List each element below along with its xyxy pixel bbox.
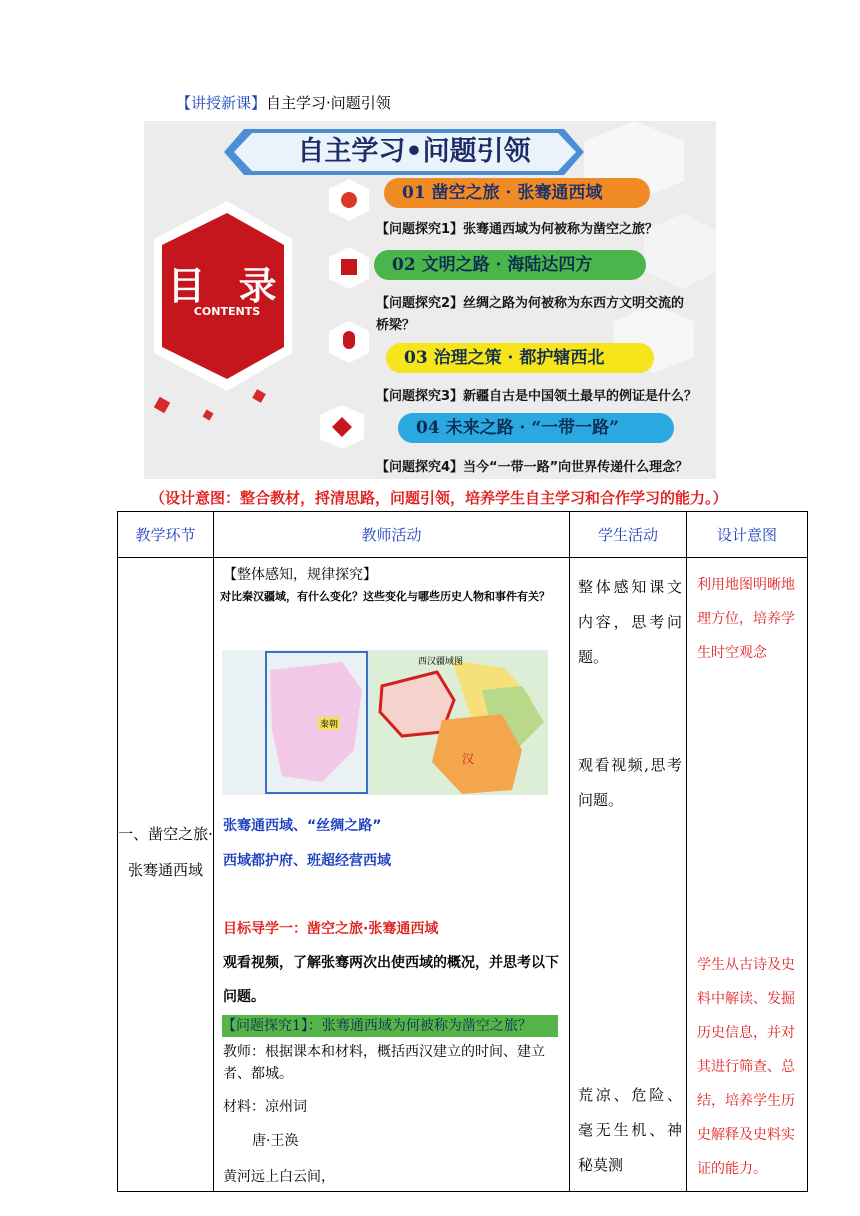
header-teacher: 教师活动 xyxy=(214,512,570,558)
contents-question-4: 【问题探究4】当今“一带一路”向世界传递什么理念？ xyxy=(376,460,689,475)
teacher-blue-1: 张骞通西域、“丝绸之路” xyxy=(223,818,382,834)
contents-item-4: 04 未来之路 · “一带一路” xyxy=(398,413,674,443)
header-student: 学生活动 xyxy=(570,512,687,558)
design-intent: （设计意图：整合教材，捋清思路，问题引领，培养学生自主学习和合作学习的能力。） xyxy=(150,489,728,507)
map-question: 对比秦汉疆域，有什么变化？这些变化与哪些历史人物和事件有关？ xyxy=(220,590,550,603)
lesson-table xyxy=(117,511,808,1192)
contents-item-1: 01 凿空之旅 · 张骞通西域 xyxy=(384,178,650,208)
heading-bracket: 【讲授新课】 xyxy=(176,94,267,112)
design-note-1: 利用地图明晰地理方位，培养学生时空观念 xyxy=(697,577,795,661)
map-label-qin: 秦朝 xyxy=(318,717,340,730)
student-cell xyxy=(570,558,687,1192)
poem-line: 黄河远上白云间， xyxy=(223,1169,335,1185)
stage-cell xyxy=(118,558,214,1192)
student-activity-3: 荒凉、危险、毫无生机、神秘莫测 xyxy=(578,1086,682,1174)
teacher-blue-2: 西域都护府、班超经营西域 xyxy=(223,853,391,869)
teacher-goal: 目标导学一：凿空之旅·张骞通西域 xyxy=(223,921,439,937)
design-cell xyxy=(687,558,808,1192)
map-label-han: 汉 xyxy=(462,752,475,766)
teacher-watch: 观看视频，了解张骞两次出使西域的概况，并思考以下问题。 xyxy=(223,955,559,1005)
contents-question-3: 【问题探究3】新疆自古是中国领土最早的例证是什么？ xyxy=(376,389,698,404)
poem-author: 唐·王涣 xyxy=(252,1133,299,1149)
slide-contents-label: CONTENTS xyxy=(193,305,261,318)
teacher-cell xyxy=(214,558,570,1192)
student-activity-2: 观看视频,思考问题。 xyxy=(578,756,682,809)
slide-title: 自主学习•问题引领 xyxy=(297,136,531,167)
contents-item-2: 02 文明之路 · 海陆达四方 xyxy=(374,250,646,280)
map-label-han-map: 西汉疆域图 xyxy=(418,657,464,667)
heading-text: 自主学习·问题引领 xyxy=(266,94,391,112)
territory-map xyxy=(222,650,548,795)
territory-map-image xyxy=(222,650,548,795)
header-design: 设计意图 xyxy=(687,512,808,558)
contents-item-3: 03 治理之策 · 都护辖西北 xyxy=(386,343,654,373)
contents-question-2: 【问题探究2】丝绸之路为何被称为东西方文明交流的桥梁？ xyxy=(376,296,685,333)
teacher-section: 【整体感知，规律探究】 xyxy=(223,567,377,583)
probe-banner: 【问题探究1】：张骞通西域为何被称为凿空之旅？ xyxy=(222,1015,558,1037)
section-heading xyxy=(176,92,391,113)
header-stage: 教学环节 xyxy=(118,512,214,558)
design-note-2: 学生从古诗及史料中解读、发掘历史信息，并对其进行筛查、总结，培养学生历史解释及史料实证的能力。 xyxy=(697,957,795,1177)
contents-question-1: 【问题探究1】张骞通西域为何被称为凿空之旅？ xyxy=(376,222,659,237)
material-title: 材料：凉州词 xyxy=(223,1099,307,1115)
contents-slide xyxy=(144,121,716,479)
teacher-note: 教师：根据课本和材料，概括西汉建立的时间、建立者、都城。 xyxy=(223,1044,545,1082)
stage-label: 一、凿空之旅·张骞通西域 xyxy=(118,825,213,879)
student-activity-1: 整体感知课文内容，思考问题。 xyxy=(578,578,682,666)
slide-mulu: 目 录 xyxy=(167,264,287,308)
